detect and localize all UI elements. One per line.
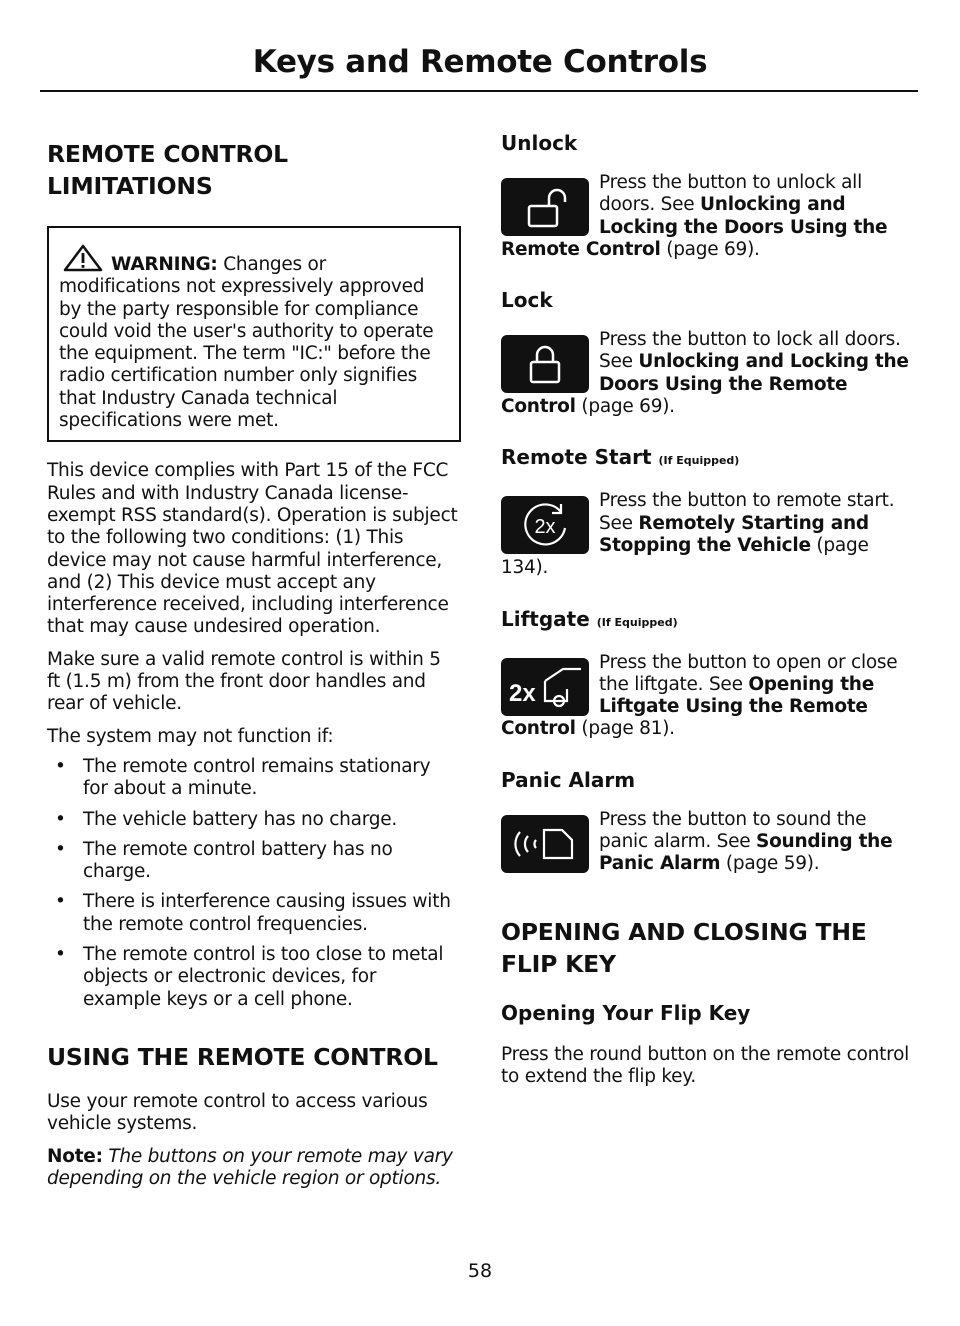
- remote-start-heading: Remote Start (If Equipped): [501, 445, 740, 470]
- liftgate-link[interactable]: Opening the Liftgate Using the Remote Control: [501, 673, 875, 740]
- liftgate-heading: Liftgate (If Equipped): [501, 606, 678, 631]
- note-text: The buttons on your remote may vary depending on the vehicle region or options.: [47, 1145, 453, 1189]
- panic-alarm-icon: [501, 815, 589, 873]
- fcc-compliance-paragraph: This device complies with Part 15 of the FCC Rules and with Industry Canada license-exempt RSS standard(s). Operation is subject to the following two conditions: (1) This device may not cause harmful interference, and (2) This device must accept any interference received, including interference that may cause undesired operation.: [47, 460, 458, 638]
- remote-start-link[interactable]: Remotely Starting and Stopping the Vehicle: [599, 512, 869, 556]
- section-title-using-remote-control: USING THE REMOTE CONTROL: [47, 1042, 438, 1071]
- liftgate-block: 2x Press the button to open or close the liftgate. See Opening the Liftgate Using the Remote Control (page 81).: [501, 651, 898, 740]
- panic-alarm-block: Press the button to sound the panic alarm. See Sounding the Panic Alarm (page 59).: [501, 809, 915, 876]
- flip-key-paragraph: Press the round button on the remote control to extend the flip key.: [501, 1043, 910, 1087]
- lock-heading: Lock: [501, 288, 553, 313]
- system-may-not-function-paragraph: The system may not function if:: [47, 725, 334, 747]
- header-rule: [40, 90, 918, 92]
- list-item: • The vehicle battery has no charge.: [47, 809, 459, 831]
- access-systems-paragraph: Use your remote control to access various vehicle systems.: [47, 1090, 428, 1135]
- note-label: Note:: [47, 1145, 103, 1167]
- list-item: • The remote control battery has no charge.: [47, 839, 459, 884]
- range-paragraph: Make sure a valid remote control is within 5 ft (1.5 m) from the front door handles and rear of vehicle.: [47, 648, 441, 715]
- unlock-block: Press the button to unlock all doors. See Unlocking and Locking the Doors Using the Remote Control (page 69).: [501, 172, 888, 260]
- lock-block: Press the button to lock all doors. See Unlocking and Locking the Doors Using the Remote Control (page 69).: [501, 329, 909, 418]
- warning-box: [47, 226, 461, 442]
- remote-start-block: 2x Press the button to remote start. See Remotely Starting and Stopping the Vehicle (page 134).: [501, 490, 895, 579]
- left-column: [47, 130, 459, 1190]
- page-number: 58: [467, 1260, 493, 1282]
- section-title-flip-key: OPENING AND CLOSING THE FLIP KEY: [501, 917, 867, 978]
- svg-text:2x: 2x: [534, 516, 556, 539]
- svg-text:2x: 2x: [509, 679, 536, 707]
- section-title-remote-control-limitations: REMOTE CONTROL LIMITATIONS: [47, 140, 288, 200]
- list-item: • The remote control remains stationary for about a minute.: [47, 756, 459, 801]
- remote-start-icon: [501, 496, 589, 554]
- unlock-icon: [501, 178, 589, 236]
- list-item: • There is interference causing issues with the remote control frequencies.: [47, 891, 459, 936]
- warning-triangle-icon: [63, 244, 103, 272]
- lock-icon: [501, 335, 589, 393]
- warning-label: WARNING:: [111, 254, 218, 275]
- failure-conditions-list: [47, 756, 459, 1011]
- note-paragraph: [47, 1146, 459, 1191]
- unlock-link[interactable]: Unlocking and Locking the Doors Using the Remote Control: [501, 194, 888, 260]
- panic-alarm-link[interactable]: Sounding the Panic Alarm: [599, 831, 893, 875]
- lock-link[interactable]: Unlocking and Locking the Doors Using the Remote Control: [501, 351, 909, 418]
- panic-alarm-heading: Panic Alarm: [501, 767, 636, 792]
- page-header-title: Keys and Remote Controls: [252, 44, 708, 80]
- unlock-heading: Unlock: [501, 131, 578, 155]
- right-column: [501, 130, 915, 1088]
- warning-text: Changes or modifications not expressively approved by the party responsible for compliance could void the user's authority to operate the equipment. The term "IC:" before the radio certification number only signifies that Industry Canada technical specifications were met.: [59, 254, 434, 432]
- opening-flip-key-heading: Opening Your Flip Key: [501, 1000, 751, 1025]
- list-item: • The remote control is too close to metal objects or electronic devices, for example keys or a cell phone.: [47, 944, 459, 1011]
- liftgate-icon: [501, 658, 589, 716]
